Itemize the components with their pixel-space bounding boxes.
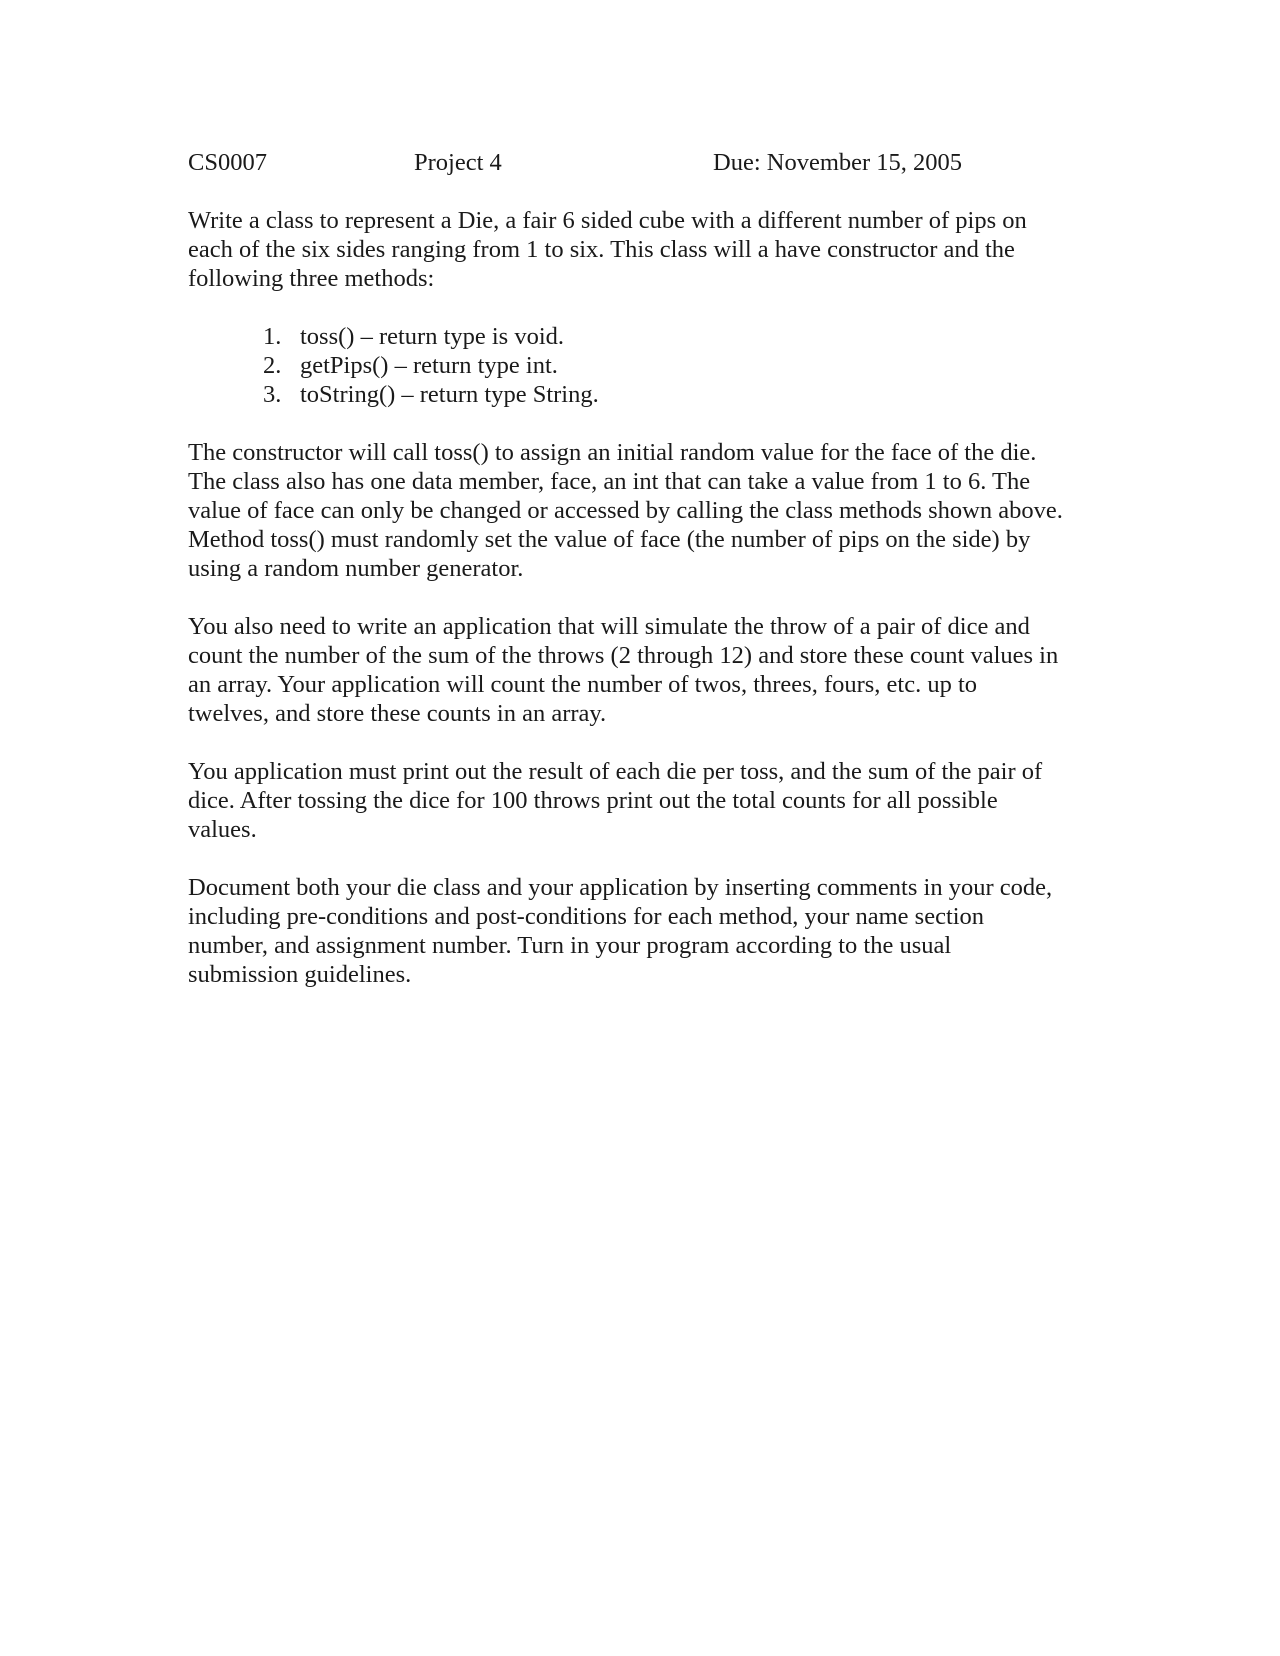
document-header — [188, 148, 1088, 177]
method-item — [188, 380, 1088, 409]
application-paragraph: You also need to write an application that will simulate the throw of a pair of dice and count the number of the sum of the throws (2 through 12) and store these count values in an array. Your application will count the number of twos, threes, fours, etc. up to twelves, and store these counts in an array. — [188, 613, 1059, 727]
output-paragraph: You application must print out the result of each die per toss, and the sum of the pair of dice. After tossing the dice for 100 throws print out the total counts for all possible values. — [188, 758, 1043, 843]
document-page — [188, 148, 1088, 1018]
constructor-paragraph: The constructor will call toss() to assign an initial random value for the face of the die. The class also has one data member, face, an int that can take a value from 1 to 6. The value of face can only be changed or accessed by calling the class methods shown above. Method toss() must randomly set the value of face (the number of pips on the side) by using a random number generator. — [188, 439, 1063, 582]
methods-list — [188, 322, 1088, 409]
due-date: Due: November 15, 2005 — [713, 149, 963, 176]
method-item — [188, 351, 1088, 380]
method-text: toString() – return type String. — [300, 381, 599, 408]
method-text: getPips() – return type int. — [300, 352, 558, 379]
method-number: 2. — [263, 352, 282, 379]
method-text: toss() – return type is void. — [300, 323, 565, 350]
course-code: CS0007 — [188, 149, 267, 176]
method-item — [188, 322, 1088, 351]
method-number: 3. — [263, 381, 282, 408]
intro-paragraph: Write a class to represent a Die, a fair 6 sided cube with a different number of pips on each of the six sides ranging from 1 to six. This class will a have constructor and the following three methods: — [188, 207, 1027, 292]
method-number: 1. — [263, 323, 282, 350]
project-title: Project 4 — [414, 149, 502, 176]
documentation-paragraph: Document both your die class and your application by inserting comments in your code, including pre-conditions and post-conditions for each method, your name section number, and assignment number. Turn in your program according to the usual submission guidelines. — [188, 874, 1053, 988]
